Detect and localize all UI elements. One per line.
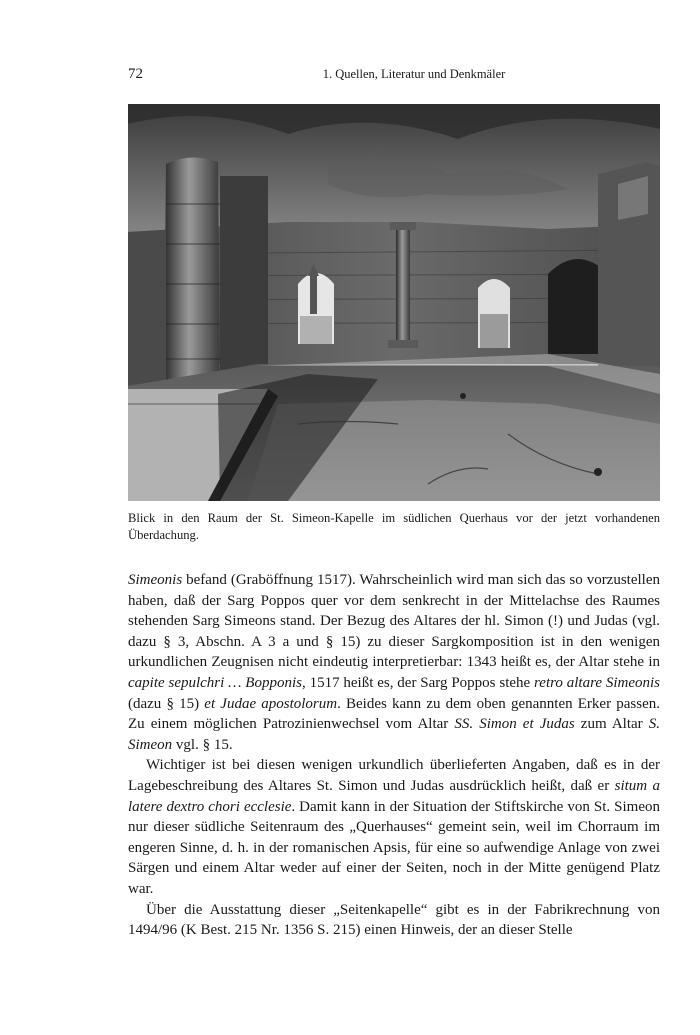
paragraph-1 (128, 570, 660, 755)
running-title: 1. Quellen, Literatur und Denkmäler (322, 67, 506, 81)
text-run: et Judae apostolorum (204, 695, 338, 712)
page-number: 72 (128, 66, 143, 82)
text-run: , 1517 heißt es, der Sarg Poppos stehe (301, 674, 535, 691)
figure-caption: Blick in den Raum der St. Simeon-Kapelle im südlichen Querhaus vor der jetzt vorhandenen Überdachung. (128, 511, 660, 542)
text-run: (dazu § 15) (128, 695, 205, 712)
text-run: befand (Graböffnung 1517). Wahrscheinlich wird man sich das so vorzustellen haben, daß der Sarg Poppos quer vor dem senkrecht in der Mittelachse des Raumes stehenden Sarg Simeons stand. Der Bezug des Altares der hl. Simon (!) und Judas (vgl. dazu § 3, Abschn. A 3 a und § 15) zu dieser Sargkomposition ist in den wenigen urkundlichen Zeugnisen nicht eindeutig interpretierbar: 1343 heißt es, der Altar stehe in (128, 572, 660, 671)
ruin-photo-illustration (128, 104, 660, 501)
text-run: . Beides kann zu dem oben genannten Erker passen. Zu einem möglichen Patrozinienwechsel vom Altar (128, 695, 660, 733)
text-run: . Damit kann in der Situation der Stiftskirche von St. Simeon nur dieser südliche Seitenraum des „Querhauses“ gemeint sein, weil im Chorraum im engeren Sinne, d. h. in der romanischen Apsis, für eine so aufwendige Anlage von zwei Särgen und einem Altar weder auf einer der Seiten, noch in der Mitte genügend Platz war. (128, 798, 660, 897)
text-run: zum Altar (574, 716, 649, 733)
text-run: capite sepulchri … Bopponis (128, 674, 302, 691)
text-run: situm a latere dextro chori ecclesie (128, 777, 660, 815)
text-run: S. Simeon (128, 716, 661, 753)
body-text (128, 570, 660, 941)
text-run: Wichtiger ist bei diesen wenigen urkundlich überlieferten Angaben, daß es in der Lagebeschreibung des Altares St. Simon und Judas ausdrücklich heißt, daß er (128, 757, 660, 794)
text-run: vgl. § 15. (172, 736, 233, 753)
running-header (128, 64, 660, 84)
paragraph-3 (128, 900, 660, 941)
text-run: Simeonis (128, 572, 183, 588)
text-run: Über die Ausstattung dieser „Seitenkapelle“ gibt es in der Fabrikrechnung von 1494/96 (K Best. 215 Nr. 1356 S. 215) einen Hinweis, der an dieser Stelle (128, 901, 660, 939)
text-run: SS. Simon et Judas (454, 716, 575, 733)
text-run: retro altare Simeonis (534, 674, 661, 691)
paragraph-2 (128, 755, 660, 899)
chapel-photograph (128, 104, 660, 501)
